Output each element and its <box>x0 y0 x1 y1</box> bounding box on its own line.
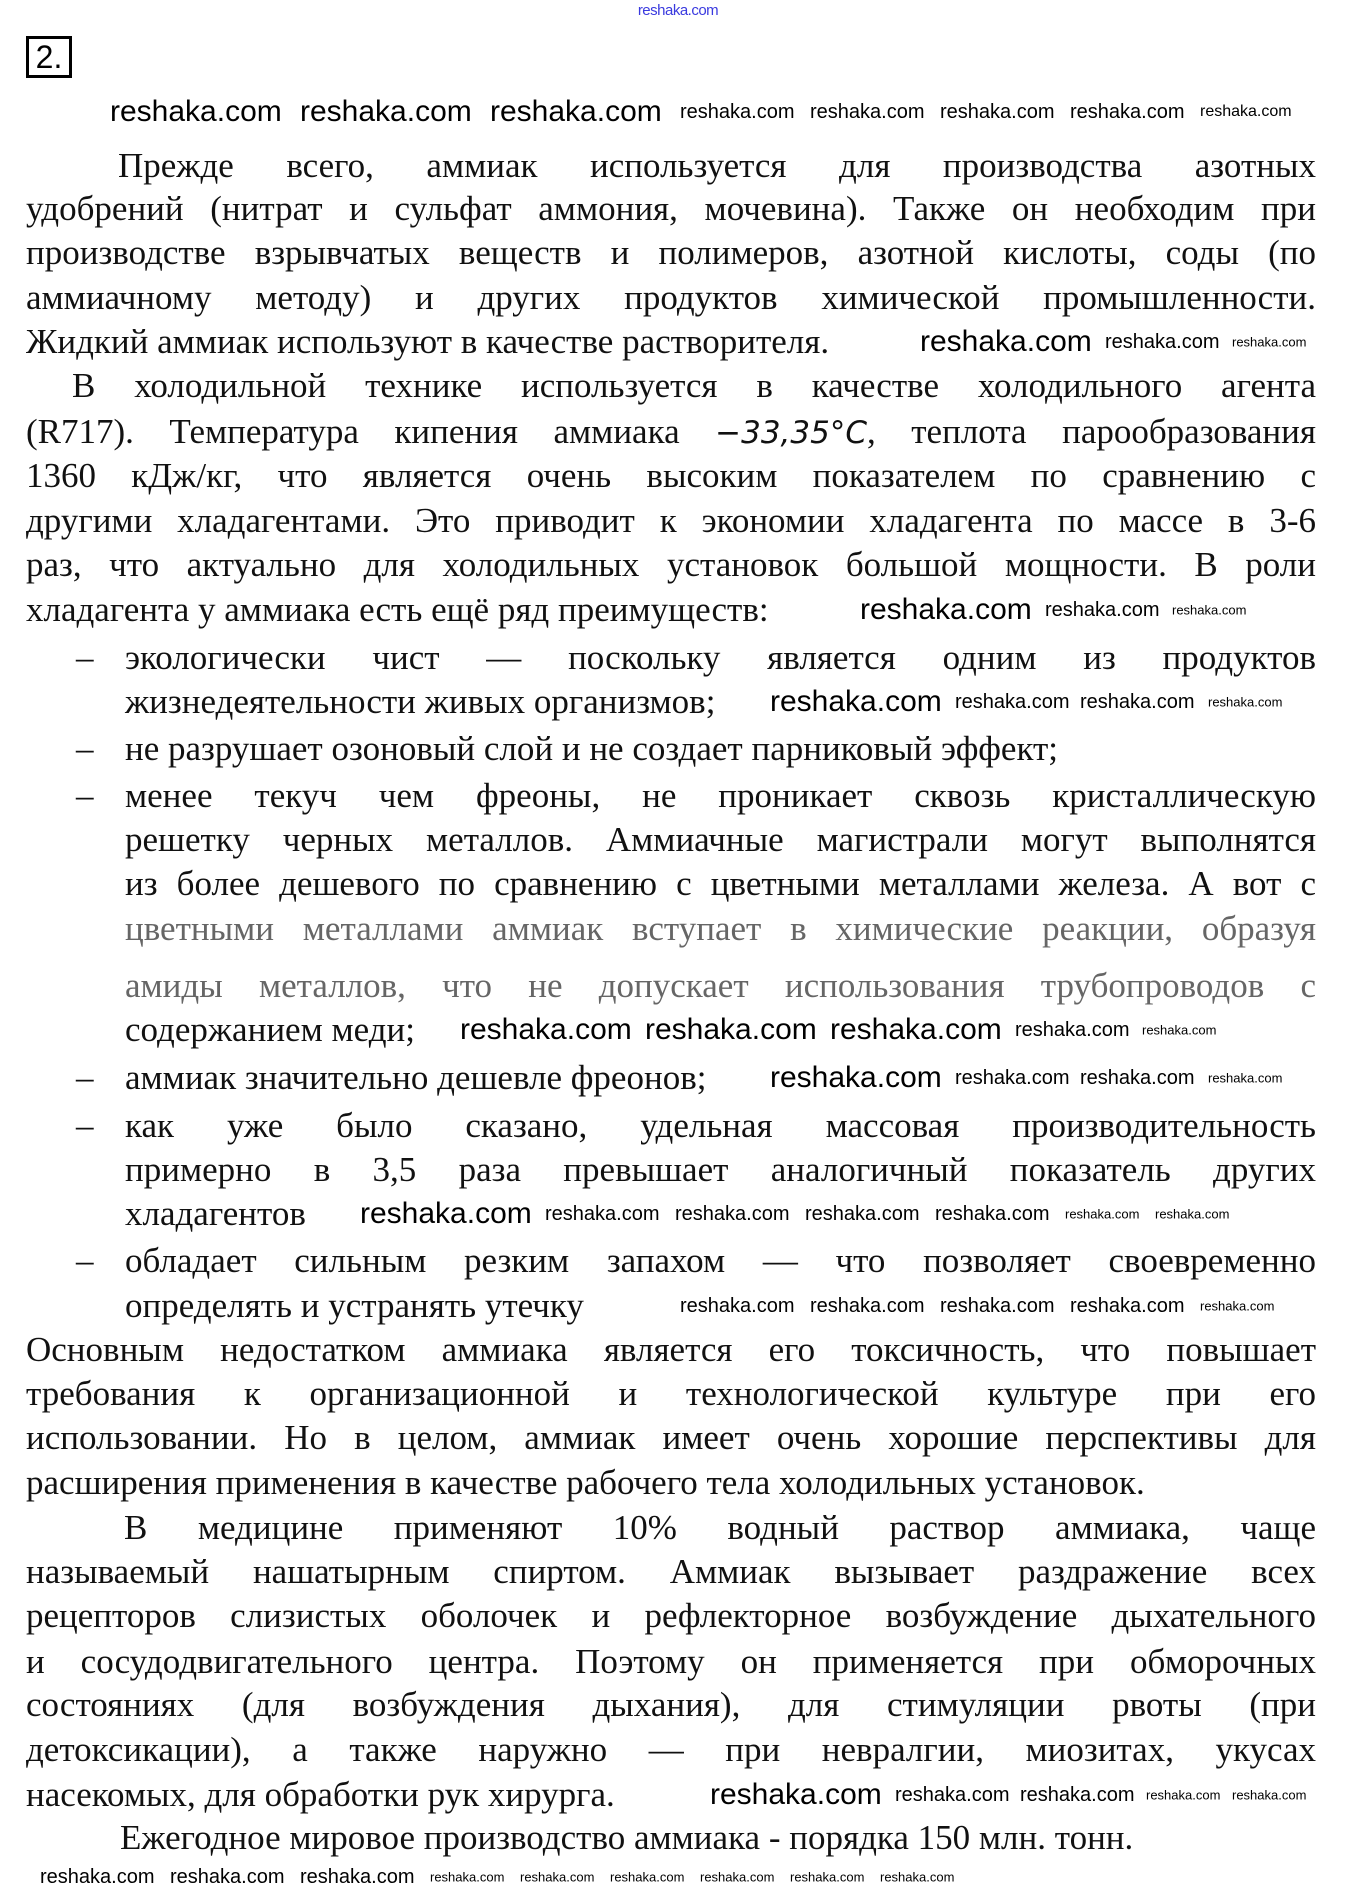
watermark-text: reshaka.com <box>520 1869 595 1885</box>
watermark-text: reshaka.com <box>710 1778 882 1811</box>
watermark-text: reshaka.com <box>1142 1022 1217 1038</box>
watermark-text: reshaka.com <box>1070 1295 1185 1317</box>
watermark-text: reshaka.com <box>1208 694 1283 710</box>
text-line: В холодильной технике используется в качестве холодильного агента <box>72 366 1316 405</box>
text-line: амиды металлов, что не допускает использования трубопроводов с <box>125 966 1316 1005</box>
text-segment: , теплота парообразования <box>867 412 1316 451</box>
text-line: как уже было сказано, удельная массовая производительность <box>125 1106 1316 1145</box>
watermark-text: reshaka.com <box>1200 103 1292 120</box>
text-line: определять и устранять утечку <box>125 1286 584 1325</box>
watermark-text: reshaka.com <box>935 1203 1050 1225</box>
watermark-text: reshaka.com <box>955 691 1070 713</box>
watermark-text: reshaka.com <box>1065 1206 1140 1222</box>
watermark-text: reshaka.com <box>810 1295 925 1317</box>
watermark-text: reshaka.com <box>880 1869 955 1885</box>
watermark-text: reshaka.com <box>170 1866 285 1888</box>
text-line: аммиак значительно дешевле фреонов; <box>125 1058 707 1097</box>
watermark-text: reshaka.com <box>1232 334 1307 350</box>
text-line: Ежегодное мировое производство аммиака - порядка 150 млн. тонн. <box>120 1818 1134 1857</box>
watermark-text: reshaka.com <box>545 1203 660 1225</box>
watermark-text: reshaka.com <box>1200 1298 1275 1314</box>
text-line: детоксикации), а также наружно — при невралгии, миозитах, укусах <box>26 1730 1316 1769</box>
watermark-text: reshaka.com <box>1155 1206 1230 1222</box>
text-line: решетку черных металлов. Аммиачные магистрали могут выполнятся <box>125 820 1316 859</box>
list-bullet: – <box>76 638 94 677</box>
watermark-text: reshaka.com <box>1146 1787 1221 1803</box>
watermark-text: reshaka.com <box>700 1869 775 1885</box>
watermark-text: reshaka.com <box>680 101 795 123</box>
text-line: насекомых, для обработки рук хирурга. <box>26 1775 615 1814</box>
watermark-text: reshaka.com <box>805 1203 920 1225</box>
watermark-text: reshaka.com <box>1070 101 1185 123</box>
watermark-text: reshaka.com <box>895 1784 1010 1806</box>
text-line: жизнедеятельности живых организмов; <box>125 682 716 721</box>
watermark-text: reshaka.com <box>1020 1784 1135 1806</box>
list-bullet: – <box>76 1058 94 1097</box>
list-bullet: – <box>76 1106 94 1145</box>
text-line: цветными металлами аммиак вступает в химические реакции, образуя <box>125 909 1316 948</box>
text-line: рецепторов слизистых оболочек и рефлекторное возбуждение дыхательного <box>26 1596 1316 1635</box>
list-bullet: – <box>76 776 94 815</box>
text-line: обладает сильным резким запахом — что позволяет своевременно <box>125 1241 1316 1280</box>
watermark-text: reshaka.com <box>40 1866 155 1888</box>
text-line: Основным недостатком аммиака является его токсичность, что повышает <box>26 1330 1316 1369</box>
task-number-box: 2. <box>26 36 72 78</box>
watermark-text: reshaka.com <box>920 325 1092 358</box>
watermark-text: reshaka.com <box>1080 1067 1195 1089</box>
text-line: раз, что актуально для холодильных установок большой мощности. В роли <box>26 545 1316 584</box>
text-line: и сосудодвигательного центра. Поэтому он применяется при обморочных <box>26 1642 1316 1681</box>
text-line: удобрений (нитрат и сульфат аммония, мочевина). Также он необходим при <box>26 189 1316 228</box>
text-line: менее текуч чем фреоны, не проникает сквозь кристаллическую <box>125 776 1316 815</box>
watermark-text: reshaka.com <box>810 101 925 123</box>
watermark-text: reshaka.com <box>430 1869 505 1885</box>
watermark-text: reshaka.com <box>680 1295 795 1317</box>
watermark-text: reshaka.com <box>1080 691 1195 713</box>
watermark-text: reshaka.com <box>675 1203 790 1225</box>
text-line: требования к организационной и технологической культуре при его <box>26 1374 1316 1413</box>
watermark-text: reshaka.com <box>940 1295 1055 1317</box>
watermark-text: reshaka.com <box>790 1869 865 1885</box>
text-line: состояниях (для возбуждения дыхания), для стимуляции рвоты (при <box>26 1685 1316 1724</box>
text-line: называемый нашатырным спиртом. Аммиак вызывает раздражение всех <box>26 1552 1316 1591</box>
watermark-text: reshaka.com <box>955 1067 1070 1089</box>
watermark-text: reshaka.com <box>860 593 1032 626</box>
watermark-text: reshaka.com <box>645 1013 817 1046</box>
text-line: производстве взрывчатых веществ и полимеров, азотной кислоты, соды (по <box>26 233 1316 272</box>
text-line: расширения применения в качестве рабочего тела холодильных установок. <box>26 1463 1145 1502</box>
watermark-text: reshaka.com <box>1045 599 1160 621</box>
list-bullet: – <box>76 1241 94 1280</box>
text-line: из более дешевого по сравнению с цветными металлами железа. А вот с <box>125 864 1316 903</box>
watermark-text: reshaka.com <box>940 101 1055 123</box>
text-line: хладагента у аммиака есть ещё ряд преимуществ: <box>26 590 769 629</box>
site-watermark-top: reshaka.com <box>637 2 719 19</box>
watermark-text: reshaka.com <box>490 95 662 128</box>
text-line: аммиачному методу) и других продуктов химической промышленности. <box>26 278 1316 317</box>
text-line: 1360 кДж/кг, что является очень высоким показателем по сравнению с <box>26 456 1316 495</box>
text-line: не разрушает озоновый слой и не создает парниковый эффект; <box>125 729 1059 768</box>
watermark-text: reshaka.com <box>110 95 282 128</box>
text-line: другими хладагентами. Это приводит к экономии хладагента по массе в 3-6 <box>26 501 1316 540</box>
list-bullet: – <box>76 729 94 768</box>
watermark-text: reshaka.com <box>1232 1787 1307 1803</box>
watermark-text: reshaka.com <box>1105 331 1220 353</box>
text-line: хладагентов <box>125 1194 306 1233</box>
watermark-text: reshaka.com <box>360 1197 532 1230</box>
text-line: Прежде всего, аммиак используется для производства азотных <box>118 146 1316 185</box>
watermark-text: reshaka.com <box>1015 1019 1130 1041</box>
text-line: В медицине применяют 10% водный раствор аммиака, чаще <box>124 1508 1316 1547</box>
watermark-text: reshaka.com <box>1208 1070 1283 1086</box>
text-line: примерно в 3,5 раза превышает аналогичный показатель других <box>125 1150 1316 1189</box>
watermark-text: reshaka.com <box>1172 602 1247 618</box>
boiling-point-formula: −33,35°C <box>715 415 867 451</box>
watermark-text: reshaka.com <box>770 685 942 718</box>
text-line: экологически чист — поскольку является одним из продуктов <box>125 638 1316 677</box>
watermark-text: reshaka.com <box>770 1061 942 1094</box>
text-line: содержанием меди; <box>125 1010 415 1049</box>
watermark-text: reshaka.com <box>300 95 472 128</box>
watermark-text: reshaka.com <box>300 1866 415 1888</box>
text-line <box>26 410 1316 454</box>
watermark-text: reshaka.com <box>460 1013 632 1046</box>
watermark-text: reshaka.com <box>610 1869 685 1885</box>
watermark-text: reshaka.com <box>830 1013 1002 1046</box>
text-line: использовании. Но в целом, аммиак имеет очень хорошие перспективы для <box>26 1418 1316 1457</box>
text-line: Жидкий аммиак используют в качестве растворителя. <box>26 322 830 361</box>
text-segment: (R717). Температура кипения аммиака <box>26 412 716 451</box>
